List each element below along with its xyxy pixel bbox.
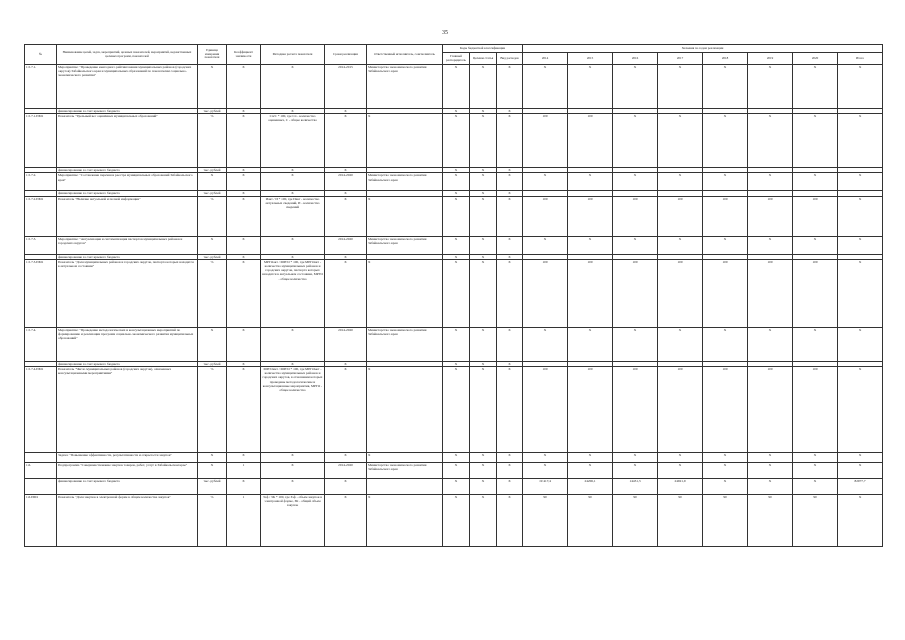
row-number: 1.5.7.2.ПМ1: [25, 196, 57, 236]
row-year-value: 90: [748, 495, 793, 547]
row-budget-type: X: [497, 327, 523, 361]
table-row: [25, 65, 883, 109]
row-budget-type: X: [497, 254, 523, 259]
row-method: X: [261, 453, 325, 463]
header-year: 2015: [568, 53, 613, 65]
row-budget-article: X: [470, 259, 497, 327]
table-row: [25, 196, 883, 236]
row-total-value: 82977,7: [838, 479, 883, 495]
header-budget-article: Целевая статья: [470, 53, 497, 65]
row-responsible: X: [367, 114, 443, 168]
row-budget-main: X: [443, 453, 470, 463]
row-total-value: X: [838, 453, 883, 463]
table-row: [25, 327, 883, 361]
row-unit: тыс. рублей: [198, 254, 227, 259]
row-year-value: X: [748, 65, 793, 109]
program-table: [24, 44, 883, 547]
row-year-value: X: [523, 327, 568, 361]
table-row: [25, 495, 883, 547]
row-unit: тыс. рублей: [198, 361, 227, 366]
row-year-value: 100: [658, 259, 703, 327]
row-total-value: X: [838, 259, 883, 327]
row-year-value: X: [793, 453, 838, 463]
row-method: Зэф / ЗК * 100, где Зэф - объем закупок в электронной форме, ЗК - общий объем закупок: [261, 495, 325, 547]
row-year-value: 100: [523, 367, 568, 453]
table-row: [25, 479, 883, 495]
table-row: [25, 236, 883, 254]
row-coef: X: [227, 254, 261, 259]
row-method: X: [261, 254, 325, 259]
row-name: Мероприятие: "Проведение методологических и консультационных мероприятий по формированию и реализации программ социально-экономического развития муниципальных образований": [57, 327, 198, 361]
row-year-value: X: [793, 173, 838, 191]
row-year-value: 100: [793, 196, 838, 236]
row-unit: X: [198, 173, 227, 191]
row-year-value: 100: [568, 196, 613, 236]
row-year-value: X: [523, 65, 568, 109]
table-row: [25, 259, 883, 327]
row-unit: тыс. рублей: [198, 191, 227, 196]
row-budget-type: X: [497, 463, 523, 479]
row-budget-article: X: [470, 65, 497, 109]
row-term: 2014-2020: [325, 236, 367, 254]
row-year-value: 14431,3: [613, 479, 658, 495]
row-method: X: [261, 191, 325, 196]
table-head: [25, 45, 883, 65]
row-unit: тыс. рублей: [198, 109, 227, 114]
row-budget-article: X: [470, 109, 497, 114]
row-number: [25, 479, 57, 495]
row-responsible: Министерство экономического развития Забайкальского края: [367, 327, 443, 361]
row-number: 1.6.ПМ1: [25, 495, 57, 547]
row-coef: X: [227, 168, 261, 173]
row-year-value: X: [703, 479, 748, 495]
row-budget-article: X: [470, 453, 497, 463]
row-year-value: X: [703, 114, 748, 168]
header-values: Значения по годам реализации: [523, 45, 883, 53]
row-unit: %: [198, 114, 227, 168]
row-budget-main: X: [443, 327, 470, 361]
row-budget-main: X: [443, 236, 470, 254]
row-coef: X: [227, 453, 261, 463]
row-budget-main: X: [443, 196, 470, 236]
row-method: X: [261, 65, 325, 109]
row-coef: X: [227, 109, 261, 114]
row-method: X: [261, 327, 325, 361]
row-budget-main: X: [443, 191, 470, 196]
row-year-value: X: [658, 236, 703, 254]
row-method: X: [261, 236, 325, 254]
row-year-value: X: [568, 236, 613, 254]
row-budget-type: X: [497, 65, 523, 109]
row-unit: X: [198, 236, 227, 254]
row-year-value: X: [703, 173, 748, 191]
table-body: [25, 65, 883, 547]
row-year-value: 100: [703, 259, 748, 327]
row-number: 1.5.7.3.ПМ1: [25, 259, 57, 327]
row-year-value: X: [568, 327, 613, 361]
row-term: X: [325, 361, 367, 366]
row-budget-type: X: [497, 236, 523, 254]
row-responsible: X: [367, 259, 443, 327]
row-method: X: [261, 173, 325, 191]
row-budget-article: X: [470, 114, 497, 168]
row-total-value: X: [838, 495, 883, 547]
row-year-value: 90: [703, 495, 748, 547]
row-budget-type: X: [497, 367, 523, 453]
row-coef: X: [227, 236, 261, 254]
row-year-value: X: [793, 463, 838, 479]
row-number: 1.5.7.1.ПМ1: [25, 114, 57, 168]
header-year: 2014: [523, 53, 568, 65]
header-budget-main: Главный распорядитель: [443, 53, 470, 65]
row-coef: X: [227, 65, 261, 109]
row-term: X: [325, 168, 367, 173]
row-year-value: 100: [748, 367, 793, 453]
row-coef: X: [227, 173, 261, 191]
row-name: финансирование за счет краевого бюджета: [57, 361, 198, 366]
row-coef: 1: [227, 495, 261, 547]
row-coef: X: [227, 479, 261, 495]
row-year-value: X: [658, 65, 703, 109]
row-year-value: 100: [523, 259, 568, 327]
row-budget-article: X: [470, 168, 497, 173]
row-coef: X: [227, 361, 261, 366]
row-term: 2014-2015: [325, 65, 367, 109]
row-year-value: X: [748, 327, 793, 361]
header-year: 2017: [658, 53, 703, 65]
row-responsible: Министерство экономического развития Забайкальского края: [367, 173, 443, 191]
row-budget-type: X: [497, 109, 523, 114]
row-name: Показатель "Наличие актуальной и полной информации": [57, 196, 198, 236]
row-unit: тыс. рублей: [198, 479, 227, 495]
row-year-value: X: [658, 173, 703, 191]
row-year-value: 100: [793, 367, 838, 453]
row-coef: X: [227, 114, 261, 168]
header-coef: Коэффициент значимости: [227, 45, 261, 65]
row-number: 1.5.7.1.: [25, 65, 57, 109]
row-year-value: 100: [658, 196, 703, 236]
row-name: Показатель "Доля закупок в электронной форме в общем количестве закупок": [57, 495, 198, 547]
row-year-value: X: [658, 327, 703, 361]
row-year-value: 90: [613, 495, 658, 547]
row-responsible: [367, 479, 443, 495]
row-name: Мероприятие: "Проведение ежегодного рейтингования муниципальных районов (городских округов) Забайкальского края и муниципальных образований по показателям социально-экономического развития": [57, 65, 198, 109]
row-budget-type: X: [497, 191, 523, 196]
row-year-value: X: [793, 479, 838, 495]
row-year-value: X: [658, 463, 703, 479]
row-year-value: X: [793, 65, 838, 109]
row-year-value: X: [703, 65, 748, 109]
row-budget-main: X: [443, 463, 470, 479]
row-year-value: X: [793, 114, 838, 168]
row-unit: X: [198, 65, 227, 109]
row-name: финансирование за счет краевого бюджета: [57, 109, 198, 114]
row-method: МРГОмет / МРГО * 100, где МРГОмет - количество муниципальных районов и городских округов, в отношении которых проведены методологические и консультационные мероприятия, МРГО - общее количество: [261, 367, 325, 453]
row-term: 2014-2020: [325, 463, 367, 479]
row-budget-type: X: [497, 453, 523, 463]
row-method: X: [261, 463, 325, 479]
row-number: 1.6.: [25, 463, 57, 479]
row-budget-main: X: [443, 254, 470, 259]
header-num: №: [25, 45, 57, 65]
row-year-value: 100: [568, 367, 613, 453]
row-year-value: 100: [568, 259, 613, 327]
row-budget-article: X: [470, 236, 497, 254]
row-budget-article: X: [470, 173, 497, 191]
row-budget-article: X: [470, 327, 497, 361]
row-year-value: 100: [613, 259, 658, 327]
row-year-value: 100: [523, 114, 568, 168]
row-budget-article: X: [470, 196, 497, 236]
row-method: МРГОакт / МРГО * 100, где МРГОакт - количество муниципальных районов и городских округов, паспорта которых находятся в актуальном состоянии, МРГО - общее количество: [261, 259, 325, 327]
row-total-value: X: [838, 463, 883, 479]
row-number: 1.5.7.3.: [25, 236, 57, 254]
header-year: 2020: [793, 53, 838, 65]
row-year-value: X: [793, 327, 838, 361]
row-year-value: X: [703, 453, 748, 463]
row-budget-type: X: [497, 259, 523, 327]
row-budget-article: X: [470, 254, 497, 259]
header-year: 2018: [703, 53, 748, 65]
row-year-value: 19 417,4: [523, 479, 568, 495]
row-budget-article: X: [470, 191, 497, 196]
row-year-value: 24921,9: [658, 479, 703, 495]
row-year-value: X: [613, 236, 658, 254]
row-budget-type: X: [497, 479, 523, 495]
row-year-value: X: [613, 327, 658, 361]
row-unit: тыс. рублей: [198, 168, 227, 173]
header-responsible: Ответственный исполнитель, соисполнитель: [367, 45, 443, 65]
row-name: финансирование за счет краевого бюджета: [57, 479, 198, 495]
row-year-value: X: [568, 173, 613, 191]
row-budget-type: X: [497, 114, 523, 168]
row-budget-main: X: [443, 109, 470, 114]
row-year-value: X: [523, 463, 568, 479]
header-name: Наименование целей, задач, мероприятий, целевых показателей, мероприятий, ведомственных целевых программ, показателей: [57, 45, 198, 65]
row-budget-type: X: [497, 495, 523, 547]
row-name: Показатель "Доля муниципальных районов и городских округов, паспорта которых находятся в актуальном состоянии": [57, 259, 198, 327]
row-budget-article: X: [470, 361, 497, 366]
row-term: X: [325, 114, 367, 168]
row-year-value: 90: [793, 495, 838, 547]
row-budget-type: X: [497, 173, 523, 191]
row-budget-main: X: [443, 495, 470, 547]
row-year-value: X: [613, 65, 658, 109]
row-budget-type: X: [497, 361, 523, 366]
table-row: [25, 367, 883, 453]
row-year-value: X: [793, 236, 838, 254]
row-budget-main: X: [443, 168, 470, 173]
row-term: X: [325, 191, 367, 196]
row-budget-main: X: [443, 114, 470, 168]
row-term: X: [325, 367, 367, 453]
row-number: 1.5.7.4.ПМ1: [25, 367, 57, 453]
row-term: X: [325, 109, 367, 114]
row-year-value: X: [703, 463, 748, 479]
row-term: X: [325, 495, 367, 547]
row-year-value: X: [703, 327, 748, 361]
table-row: [25, 114, 883, 168]
row-term: X: [325, 254, 367, 259]
row-name: Показатель "Удельный вес оценённых муниципальных образований": [57, 114, 198, 168]
row-budget-article: X: [470, 495, 497, 547]
row-total-value: X: [838, 327, 883, 361]
row-method: Иакт / И * 100, где Иакт - количество актуальных сведений, И - количество сведений: [261, 196, 325, 236]
row-responsible: Министерство экономического развития Забайкальского края: [367, 236, 443, 254]
row-year-value: 24206,1: [568, 479, 613, 495]
row-year-value: 100: [748, 259, 793, 327]
row-responsible: Министерство экономического развития Забайкальского края: [367, 463, 443, 479]
row-name: Показатель "Число муниципальных районов (городских округов), охваченных консультационными мероприятиями": [57, 367, 198, 453]
row-method: X: [261, 479, 325, 495]
row-year-value: X: [613, 453, 658, 463]
row-year-value: X: [523, 236, 568, 254]
row-budget-main: X: [443, 361, 470, 366]
row-name: финансирование за счет краевого бюджета: [57, 191, 198, 196]
row-year-value: 90: [658, 495, 703, 547]
row-number: 1.5.7.2.: [25, 173, 57, 191]
row-coef: X: [227, 367, 261, 453]
row-year-value: X: [613, 463, 658, 479]
row-year-value: 100: [613, 196, 658, 236]
row-unit: %: [198, 367, 227, 453]
row-year-value: 100: [748, 196, 793, 236]
row-year-value: X: [748, 173, 793, 191]
row-responsible: Министерство экономического развития Забайкальского края: [367, 65, 443, 109]
row-unit: X: [198, 453, 227, 463]
row-budget-main: X: [443, 479, 470, 495]
row-year-value: X: [613, 173, 658, 191]
row-year-value: X: [568, 65, 613, 109]
header-total: Итого: [838, 53, 883, 65]
row-year-value: 100: [613, 367, 658, 453]
row-responsible: X: [367, 367, 443, 453]
row-coef: 1: [227, 463, 261, 479]
row-name: финансирование за счет краевого бюджета: [57, 254, 198, 259]
row-total-value: X: [838, 236, 883, 254]
row-coef: X: [227, 327, 261, 361]
header-term: Сроки реализации: [325, 45, 367, 65]
row-coef: X: [227, 196, 261, 236]
row-year-value: 100: [568, 114, 613, 168]
row-coef: X: [227, 191, 261, 196]
row-term: X: [325, 259, 367, 327]
row-budget-type: X: [497, 196, 523, 236]
row-year-value: X: [748, 453, 793, 463]
row-coef: X: [227, 259, 261, 327]
row-year-value: X: [523, 453, 568, 463]
row-number: 1.5.7.4.: [25, 327, 57, 361]
row-method: X: [261, 361, 325, 366]
row-total-value: X: [838, 114, 883, 168]
row-total-value: X: [838, 173, 883, 191]
header-year: 2016: [613, 53, 658, 65]
table-row: [25, 173, 883, 191]
row-year-value: X: [748, 463, 793, 479]
table-row: [25, 453, 883, 463]
header-year: 2019: [748, 53, 793, 65]
row-unit: %: [198, 259, 227, 327]
row-budget-main: X: [443, 173, 470, 191]
row-method: X: [261, 168, 325, 173]
row-total-value: X: [838, 367, 883, 453]
header-budget-codes: Коды бюджетной классификации: [443, 45, 523, 53]
row-year-value: 100: [703, 196, 748, 236]
row-responsible: X: [367, 196, 443, 236]
row-unit: X: [198, 463, 227, 479]
row-year-value: X: [658, 114, 703, 168]
row-name: Задача: "Повышение эффективности, результативности и открытости закупок": [57, 453, 198, 463]
row-total-value: X: [838, 196, 883, 236]
row-year-value: 100: [703, 367, 748, 453]
row-term: X: [325, 453, 367, 463]
row-year-value: X: [523, 173, 568, 191]
row-name: Мероприятие: "Актуализация и систематизация паспортов муниципальных районов и городских округов": [57, 236, 198, 254]
row-name: финансирование за счет краевого бюджета: [57, 168, 198, 173]
row-year-value: X: [748, 479, 793, 495]
row-budget-main: X: [443, 259, 470, 327]
row-year-value: X: [748, 114, 793, 168]
row-name: Мероприятие: "Составление перечня и реестра муниципальных образований Забайкальского края": [57, 173, 198, 191]
header-method: Методика расчета показателя: [261, 45, 325, 65]
row-year-value: 100: [793, 259, 838, 327]
row-responsible: X: [367, 495, 443, 547]
row-year-value: 90: [523, 495, 568, 547]
row-method: Сп/С * 100, где Сп - количество оцененных, С - общее количество: [261, 114, 325, 168]
row-number: [25, 453, 57, 463]
row-method: X: [261, 109, 325, 114]
row-total-value: X: [838, 65, 883, 109]
row-budget-main: X: [443, 367, 470, 453]
page-number: 35: [442, 30, 448, 36]
row-budget-article: X: [470, 367, 497, 453]
row-term: 2014-2020: [325, 327, 367, 361]
row-budget-article: X: [470, 463, 497, 479]
row-year-value: X: [748, 236, 793, 254]
row-term: 2014-2020: [325, 173, 367, 191]
row-budget-type: X: [497, 168, 523, 173]
row-year-value: X: [703, 236, 748, 254]
row-term: X: [325, 479, 367, 495]
row-unit: %: [198, 495, 227, 547]
row-year-value: X: [568, 453, 613, 463]
row-year-value: X: [658, 453, 703, 463]
table-row: [25, 463, 883, 479]
row-year-value: 100: [523, 196, 568, 236]
row-year-value: X: [568, 463, 613, 479]
row-budget-main: X: [443, 65, 470, 109]
row-unit: %: [198, 196, 227, 236]
row-term: X: [325, 196, 367, 236]
row-year-value: X: [613, 114, 658, 168]
row-budget-article: X: [470, 479, 497, 495]
row-year-value: 100: [658, 367, 703, 453]
row-year-value: 90: [568, 495, 613, 547]
header-unit: Единица измерения показателя: [198, 45, 227, 65]
header-budget-type: Вид расходов: [497, 53, 523, 65]
row-name: Подпрограмма "Совершенствование закупок товаров, работ, услуг в Забайкальском крае": [57, 463, 198, 479]
row-unit: X: [198, 327, 227, 361]
row-responsible: X: [367, 453, 443, 463]
